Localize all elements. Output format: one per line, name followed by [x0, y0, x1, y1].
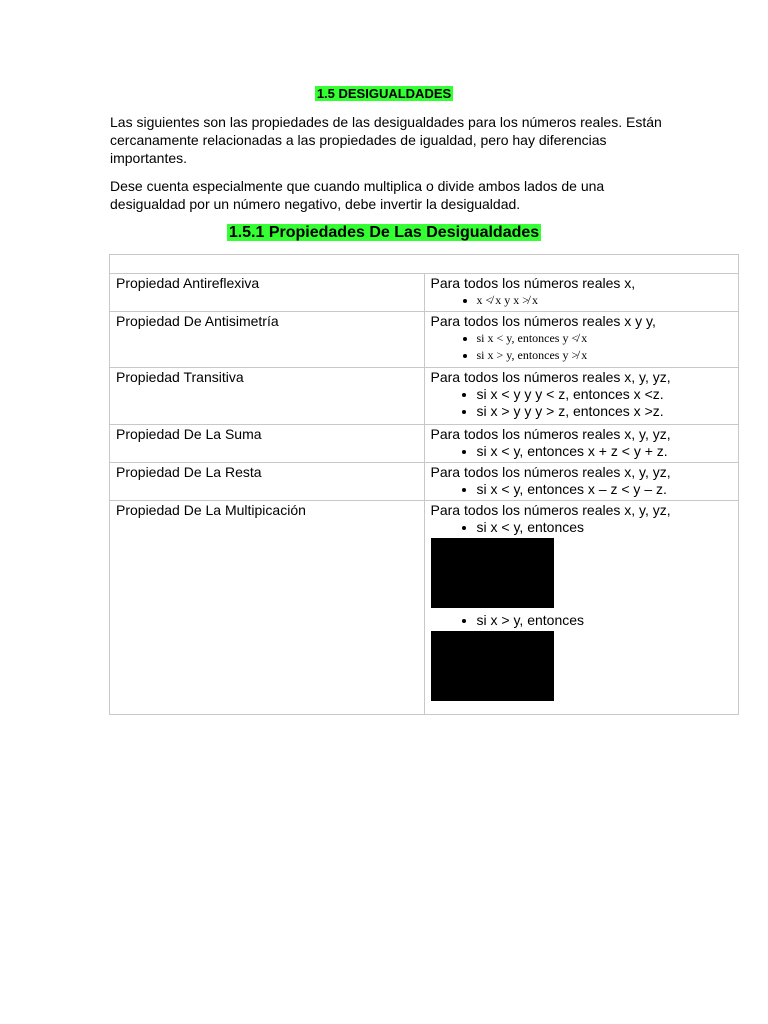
properties-table [109, 254, 739, 715]
property-description [424, 463, 739, 501]
section-heading-text: 1.5 DESIGUALDADES [316, 86, 452, 101]
property-description [424, 501, 739, 715]
property-bullets [431, 330, 733, 364]
formula-image-placeholder [431, 538, 554, 608]
property-bullets [431, 519, 733, 536]
property-name: Propiedad Transitiva [110, 368, 425, 425]
property-description [424, 312, 739, 368]
property-bullets [431, 481, 733, 498]
bullet-item: • si x < y, entonces [477, 519, 733, 536]
bullet-item: • x ≮ x y x ≯ x [477, 292, 733, 309]
section-heading [0, 85, 768, 101]
property-name: Propiedad De La Multipicación [110, 501, 425, 715]
table-row [110, 274, 739, 312]
bullet-item: • si x < y, entonces x + z < y + z. [477, 443, 733, 460]
property-intro: Para todos los números reales x, y, yz, [430, 369, 671, 385]
table-row [110, 463, 739, 501]
property-name: Propiedad De Antisimetría [110, 312, 425, 368]
property-bullets [431, 443, 733, 460]
table-row [110, 312, 739, 368]
property-intro: Para todos los números reales x, [430, 275, 636, 291]
property-description [424, 425, 739, 463]
table-row [110, 501, 739, 715]
bullet-item: • si x > y y y > z, entonces x >z. [477, 403, 733, 420]
property-description [424, 368, 739, 425]
formula-image-placeholder [431, 631, 554, 701]
property-description [424, 274, 739, 312]
property-intro: Para todos los números reales x, y, yz, [430, 502, 671, 518]
bullet-item: • si x > y, entonces y ≯ x [477, 347, 733, 364]
property-bullets [431, 386, 733, 420]
property-intro: Para todos los números reales x, y, yz, [430, 464, 671, 480]
table-row [110, 368, 739, 425]
table-header-row [110, 255, 739, 274]
property-bullets [431, 612, 733, 629]
bullet-item: • si x < y, entonces x – z < y – z. [477, 481, 733, 498]
subsection-heading [0, 224, 768, 242]
property-intro: Para todos los números reales x, y, yz, [430, 426, 671, 442]
subsection-heading-text: 1.5.1 Propiedades De Las Desigualdades [228, 224, 540, 241]
property-name: Propiedad De La Suma [110, 425, 425, 463]
property-bullets [431, 292, 733, 309]
property-name: Propiedad Antireflexiva [110, 274, 425, 312]
bullet-item: • si x > y, entonces [477, 612, 733, 629]
bullet-item: • si x < y y y < z, entonces x <z. [477, 386, 733, 403]
property-intro: Para todos los números reales x y y, [430, 313, 656, 329]
warning-paragraph: Dese cuenta especialmente que cuando multiplica o divide ambos lados de una desigualdad por un número negativo, debe invertir la desigualdad. [110, 178, 605, 212]
bullet-item: • si x < y, entonces y ≮ x [477, 330, 733, 347]
table-row [110, 425, 739, 463]
property-name: Propiedad De La Resta [110, 463, 425, 501]
intro-paragraph: Las siguientes son las propiedades de las desigualdades para los números reales. Están cercanamente relacionadas a las propiedades de igualdad, pero hay diferencias importantes. [110, 114, 662, 166]
